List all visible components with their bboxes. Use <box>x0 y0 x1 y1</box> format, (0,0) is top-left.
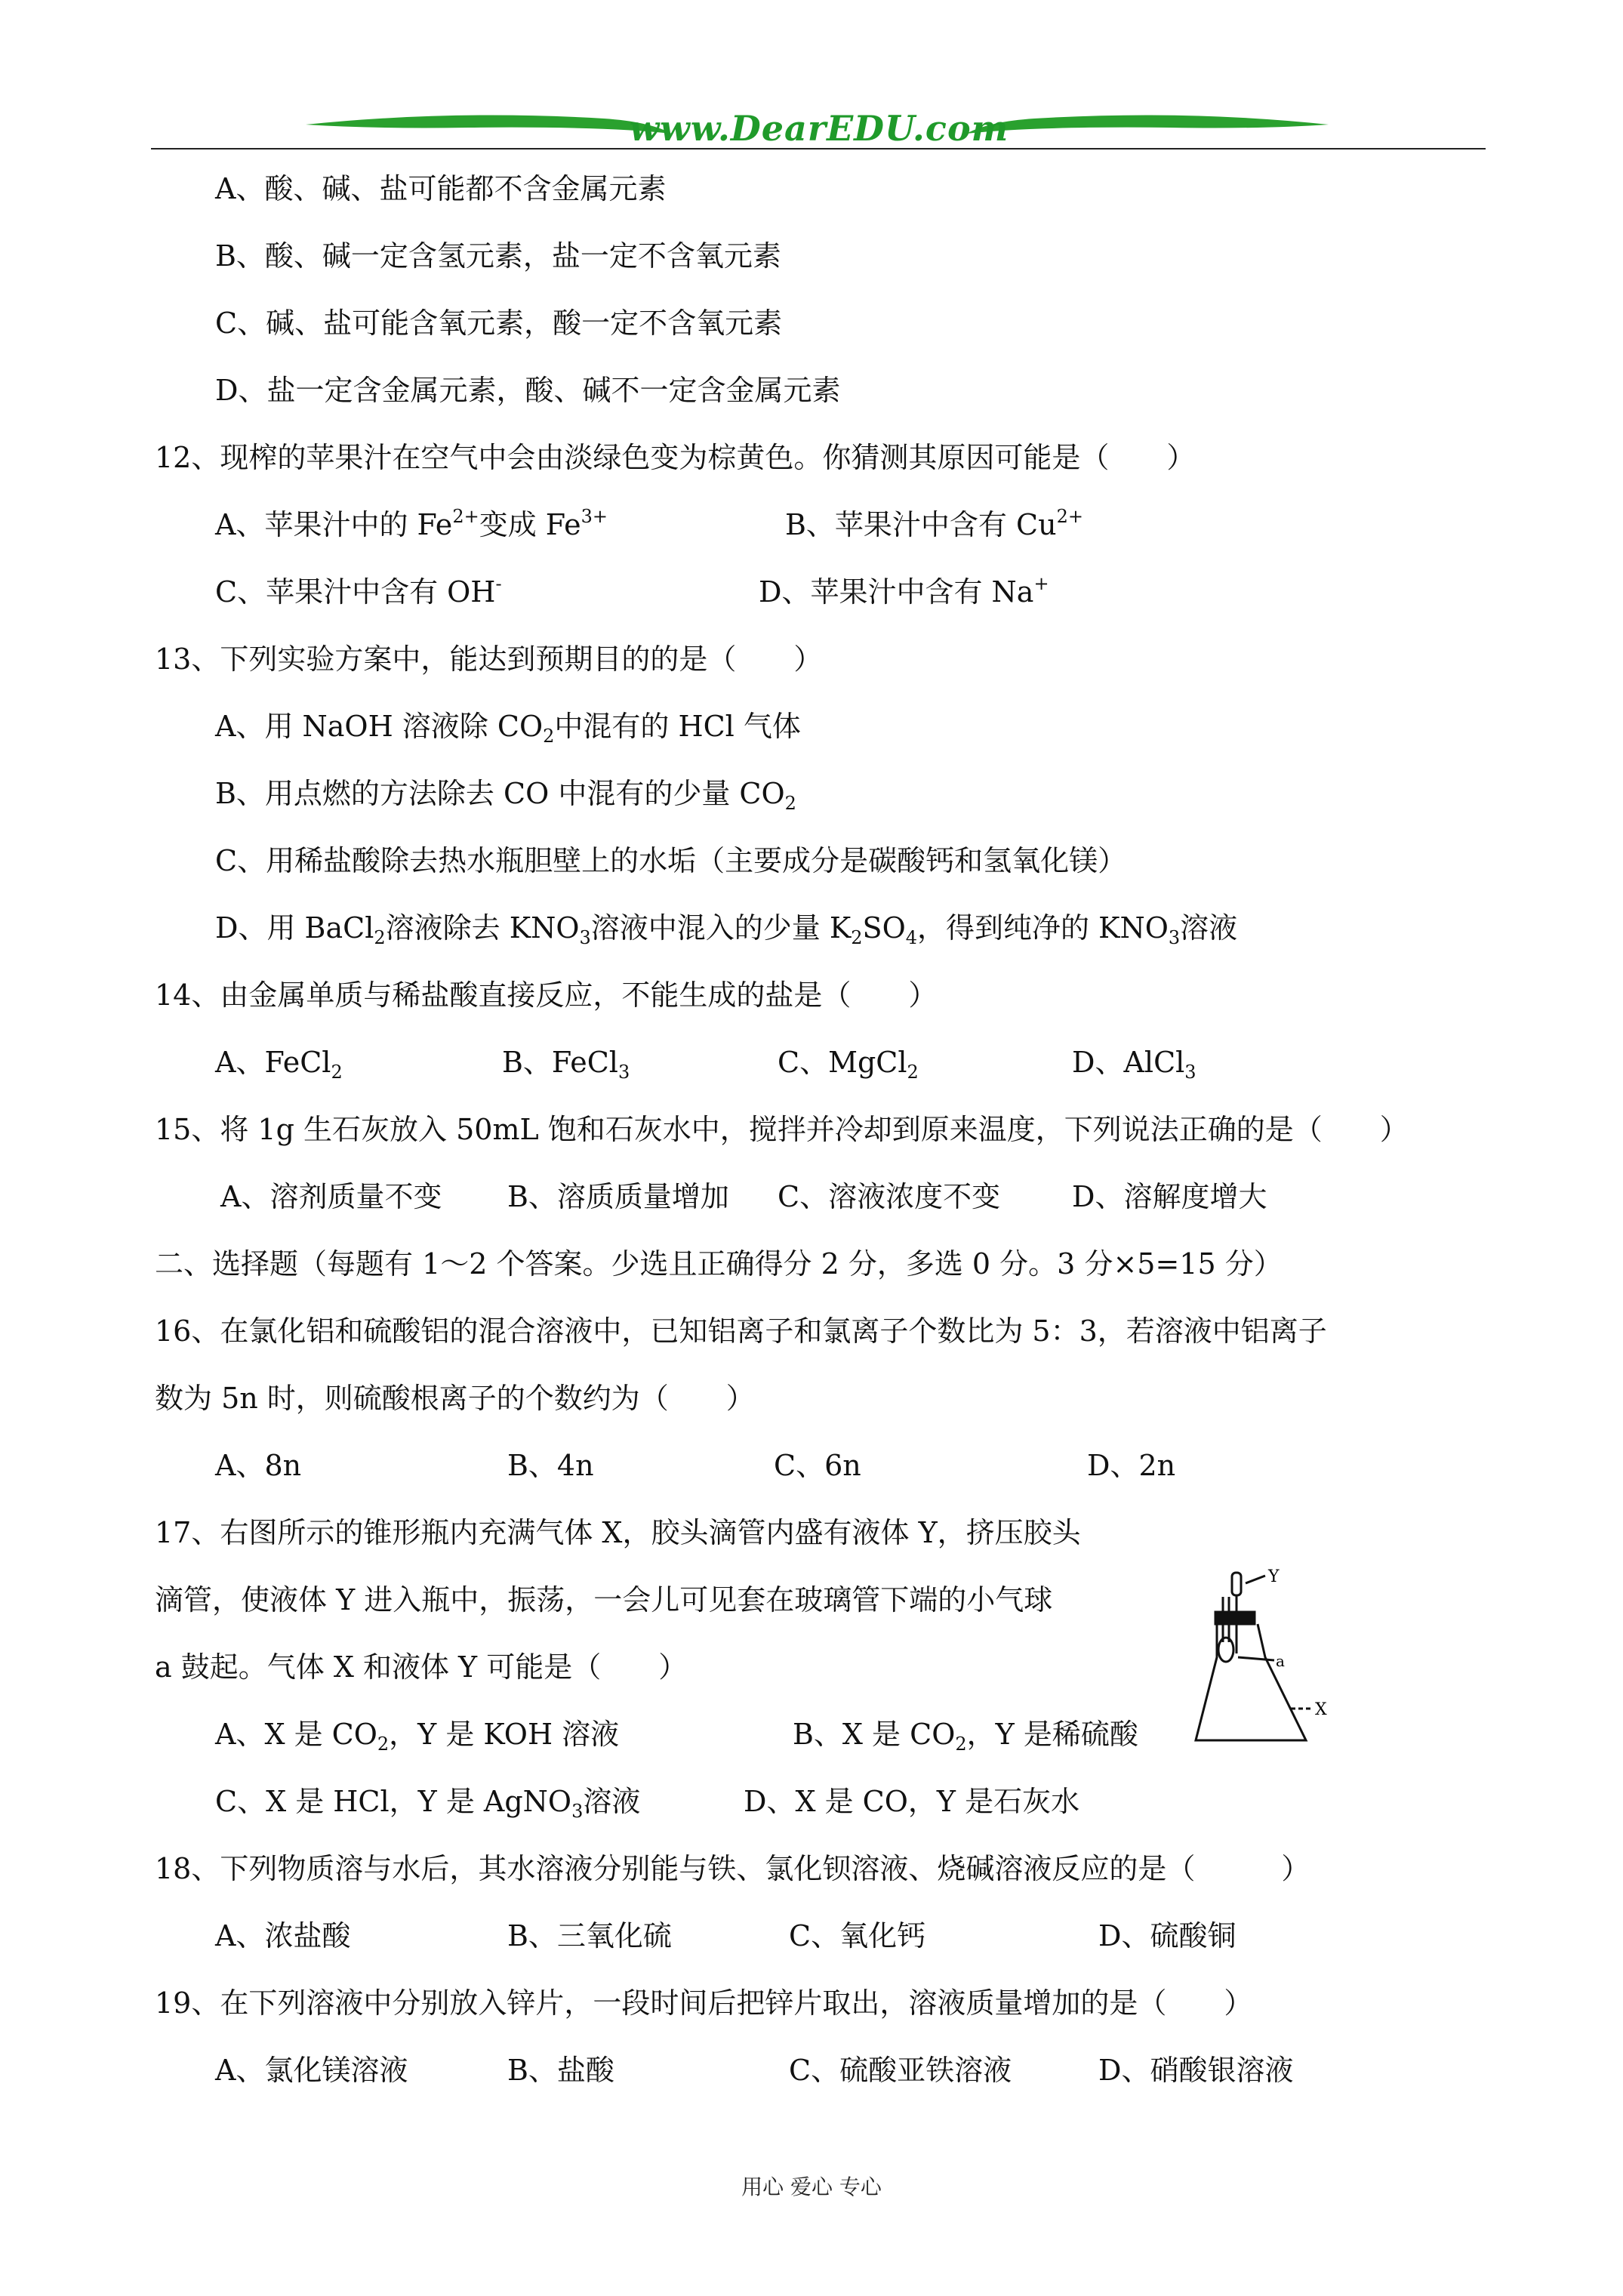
q11-option-c: C、碱、盐可能含氧元素，酸一定不含氧元素 <box>215 307 783 340</box>
q15-option-c: C、溶液浓度不变 <box>778 1180 1001 1213</box>
q18-option-a: A、浓盐酸 <box>215 1919 351 1952</box>
q16-option-b: B、4n <box>507 1449 594 1482</box>
site-logo-text: www.DearEDU.com <box>629 108 1009 149</box>
q19-stem: 19、在下列溶液中分别放入锌片，一段时间后把锌片取出，溶液质量增加的是（ ） <box>155 1986 1253 2020</box>
q15-stem: 15、将 1g 生石灰放入 50mL 饱和石灰水中，搅拌并冷却到原来温度，下列说法正确的是（ ） <box>155 1113 1409 1146</box>
q17-stem-line-3: a 鼓起。气体 X 和液体 Y 可能是（ ） <box>155 1650 688 1684</box>
header-rule <box>151 148 1486 149</box>
q16-option-a: A、8n <box>215 1449 302 1482</box>
q11-option-a: A、酸、碱、盐可能都不含金属元素 <box>215 172 667 205</box>
figure-label-a: a <box>1276 1652 1285 1670</box>
q19-option-b: B、盐酸 <box>507 2054 614 2087</box>
q15-option-a: A、溶剂质量不变 <box>220 1180 442 1213</box>
q14-option-c: C、MgCl$_2$ <box>778 1046 919 1083</box>
q13-option-c: C、用稀盐酸除去热水瓶胆壁上的水垢（主要成分是碳酸钙和氢氧化镁） <box>215 844 1127 877</box>
q14-option-d: D、AlCl$_3$ <box>1072 1046 1196 1083</box>
q12-option-d: D、苹果汁中含有 Na+ <box>759 573 1049 609</box>
q11-option-b: B、酸、碱一定含氢元素，盐一定不含氧元素 <box>215 239 781 273</box>
q16-option-c: C、6n <box>774 1449 861 1482</box>
figure-label-y: Y <box>1268 1567 1280 1586</box>
q19-option-c: C、硫酸亚铁溶液 <box>789 2054 1012 2087</box>
q12-option-c: C、苹果汁中含有 OH- <box>215 573 502 609</box>
q14-stem: 14、由金属单质与稀盐酸直接反应，不能生成的盐是（ ） <box>155 978 938 1012</box>
conical-flask-diagram <box>1193 1567 1366 1755</box>
q17-option-b: B、X 是 $CO_2$，Y 是稀硫酸 <box>793 1718 1138 1755</box>
q11-option-d: D、盐一定含金属元素，酸、碱不一定含金属元素 <box>215 374 841 407</box>
q17-stem-line-2: 滴管，使液体 Y 进入瓶中，振荡，一会儿可见套在玻璃管下端的小气球 <box>155 1583 1053 1616</box>
q18-stem: 18、下列物质溶与水后，其水溶液分别能与铁、氯化钡溶液、烧碱溶液反应的是（ ） <box>155 1852 1310 1885</box>
q13-option-b: B、用点燃的方法除去 CO 中混有的少量 $CO_2$ <box>215 777 796 814</box>
q13-stem: 13、下列实验方案中，能达到预期目的的是（ ） <box>155 643 823 676</box>
q18-option-c: C、氧化钙 <box>789 1919 926 1952</box>
q19-option-a: A、氯化镁溶液 <box>215 2054 408 2087</box>
q18-option-b: B、三氧化硫 <box>507 1919 672 1952</box>
q12-option-b: B、苹果汁中含有 $Cu^{2+}$ <box>785 506 1083 541</box>
section-2-heading: 二、选择题（每题有 1～2 个答案。少选且正确得分 2 分，多选 0 分。3 分×5=15 分） <box>155 1247 1283 1281</box>
page-footer: 用心 爱心 专心 <box>741 2174 882 2199</box>
q19-option-d: D、硝酸银溶液 <box>1098 2054 1294 2087</box>
q12-stem: 12、现榨的苹果汁在空气中会由淡绿色变为棕黄色。你猜测其原因可能是（ ） <box>155 441 1196 474</box>
q16-stem-line-2: 数为 5n 时，则硫酸根离子的个数约为（ ） <box>155 1382 755 1415</box>
q12-option-a: A、苹果汁中的 $Fe^{2+}$变成 $Fe^{3+}$ <box>215 506 608 541</box>
q15-option-d: D、溶解度增大 <box>1072 1180 1267 1213</box>
q16-option-d: D、2n <box>1087 1449 1176 1482</box>
q17-option-d: D、X 是 CO，Y 是石灰水 <box>744 1785 1080 1818</box>
q17-stem-line-1: 17、右图所示的锥形瓶内充满气体 X，胶头滴管内盛有液体 Y，挤压胶头 <box>155 1516 1081 1549</box>
q17-option-a: A、X 是 $CO_2$，Y 是 KOH 溶液 <box>215 1718 620 1755</box>
q13-option-a: A、用 NaOH 溶液除 $CO_2$中混有的 HCl 气体 <box>215 710 801 747</box>
figure-label-x: X <box>1315 1700 1327 1719</box>
q16-stem-line-1: 16、在氯化铝和硫酸铝的混合溶液中，已知铝离子和氯离子个数比为 5：3，若溶液中铝离子 <box>155 1314 1327 1348</box>
q15-option-b: B、溶质质量增加 <box>507 1180 729 1213</box>
q14-option-a: A、FeCl$_2$ <box>215 1046 343 1083</box>
q18-option-d: D、硫酸铜 <box>1098 1919 1236 1952</box>
q14-option-b: B、FeCl$_3$ <box>502 1046 630 1083</box>
page-header <box>151 102 1487 159</box>
q17-option-c: C、X 是 HCl，Y 是 AgNO$_3$溶液 <box>215 1785 641 1822</box>
q13-option-d: D、用 BaCl$_2$溶液除去 $KNO_3$溶液中混入的少量 $K_2SO_4$，得到纯净的 $KNO_3$溶液 <box>215 911 1238 948</box>
